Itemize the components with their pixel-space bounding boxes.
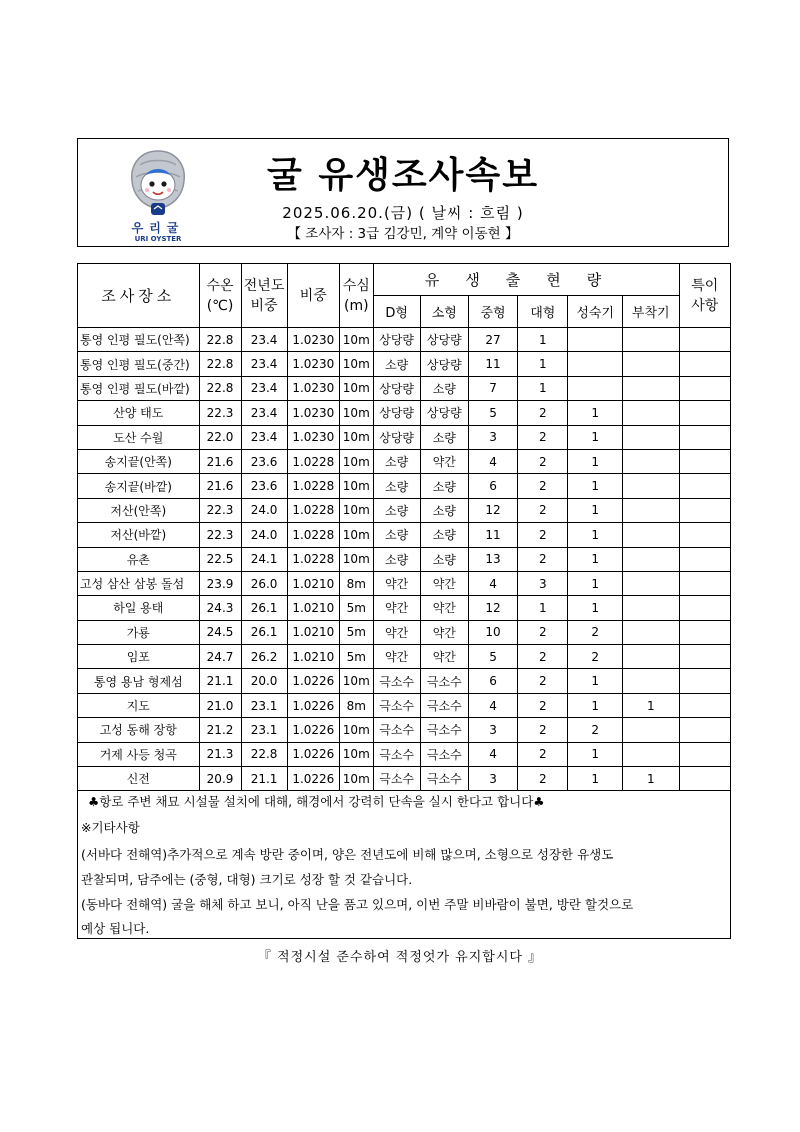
cell-small: 극소수 <box>420 693 468 717</box>
header-larvae-appearance-label: 유생출현량 <box>424 271 628 289</box>
cell-special-note <box>679 328 730 352</box>
cell-small: 상당량 <box>420 352 468 376</box>
cell-prev-year-gravity: 20.0 <box>241 669 287 693</box>
header-large: 대형 <box>518 296 568 328</box>
cell-location: 저산(바깥) <box>78 523 200 547</box>
report-header <box>77 138 729 247</box>
notes-section <box>77 787 731 939</box>
cell-mature: 1 <box>568 449 623 473</box>
cell-d-type: 약간 <box>373 571 420 595</box>
cell-special-note <box>679 523 730 547</box>
cell-prev-year-gravity: 22.8 <box>241 742 287 766</box>
cell-gravity: 1.0226 <box>287 669 339 693</box>
cell-water-temp: 21.3 <box>199 742 241 766</box>
cell-water-temp: 22.8 <box>199 376 241 400</box>
cell-depth: 10m <box>340 718 374 742</box>
cell-depth: 10m <box>340 401 374 425</box>
header-prev-year-label-1: 전년도 <box>243 277 285 294</box>
cell-medium: 3 <box>468 718 517 742</box>
cell-location: 고성 삼산 삼봉 돌섬 <box>78 571 200 595</box>
cell-large: 2 <box>518 449 568 473</box>
cell-depth: 10m <box>340 474 374 498</box>
cell-special-note <box>679 620 730 644</box>
cell-medium: 11 <box>468 523 517 547</box>
cell-prev-year-gravity: 23.4 <box>241 376 287 400</box>
cell-medium: 13 <box>468 547 517 571</box>
cell-d-type: 극소수 <box>373 718 420 742</box>
logo-text: 우리굴 <box>131 221 185 235</box>
cell-mature <box>568 352 623 376</box>
cell-prev-year-gravity: 24.1 <box>241 547 287 571</box>
cell-d-type: 극소수 <box>373 693 420 717</box>
cell-special-note <box>679 474 730 498</box>
cell-mature: 2 <box>568 718 623 742</box>
cell-location: 통영 인평 필도(바깥) <box>78 376 200 400</box>
cell-water-temp: 24.5 <box>199 620 241 644</box>
cell-gravity: 1.0210 <box>287 645 339 669</box>
cell-small: 상당량 <box>420 328 468 352</box>
cell-depth: 8m <box>340 571 374 595</box>
cell-depth: 10m <box>340 742 374 766</box>
date-weather-line: 2025.06.20.(금) ( 날씨 : 흐림 ) <box>282 204 524 222</box>
cell-mature: 1 <box>568 474 623 498</box>
table-row <box>78 352 731 376</box>
cell-d-type: 약간 <box>373 645 420 669</box>
cell-prev-year-gravity: 23.4 <box>241 425 287 449</box>
cell-gravity: 1.0230 <box>287 425 339 449</box>
cell-location: 송지끝(바깥) <box>78 474 200 498</box>
cell-depth: 10m <box>340 547 374 571</box>
table-row <box>78 401 731 425</box>
cell-small: 극소수 <box>420 767 468 791</box>
cell-water-temp: 22.5 <box>199 547 241 571</box>
cell-d-type: 극소수 <box>373 767 420 791</box>
cell-special-note <box>679 645 730 669</box>
cell-attached <box>622 742 679 766</box>
cell-mature: 1 <box>568 571 623 595</box>
cell-prev-year-gravity: 24.0 <box>241 498 287 522</box>
cell-medium: 7 <box>468 376 517 400</box>
cell-mature: 1 <box>568 498 623 522</box>
cell-large: 2 <box>518 498 568 522</box>
header-d-type: D형 <box>373 296 420 328</box>
cell-depth: 5m <box>340 596 374 620</box>
cell-mature: 1 <box>568 742 623 766</box>
cell-gravity: 1.0210 <box>287 620 339 644</box>
cell-large: 1 <box>518 352 568 376</box>
table-row <box>78 571 731 595</box>
cell-location: 통영 인평 필도(안쪽) <box>78 328 200 352</box>
table-row <box>78 693 731 717</box>
cell-small: 소량 <box>420 498 468 522</box>
cell-attached <box>622 449 679 473</box>
cell-prev-year-gravity: 26.1 <box>241 620 287 644</box>
table-row <box>78 449 731 473</box>
header-small: 소형 <box>420 296 468 328</box>
table-row <box>78 376 731 400</box>
cell-medium: 4 <box>468 693 517 717</box>
cell-gravity: 1.0228 <box>287 498 339 522</box>
cell-mature: 1 <box>568 425 623 449</box>
header-water-temp-label: 수온 <box>206 277 234 294</box>
cell-gravity: 1.0228 <box>287 449 339 473</box>
cell-large: 3 <box>518 571 568 595</box>
cell-small: 극소수 <box>420 669 468 693</box>
cell-water-temp: 21.6 <box>199 449 241 473</box>
cell-gravity: 1.0226 <box>287 767 339 791</box>
cell-location: 신전 <box>78 767 200 791</box>
table-row <box>78 425 731 449</box>
header-location: 조사장소 <box>78 264 200 328</box>
cell-large: 1 <box>518 328 568 352</box>
cell-attached <box>622 571 679 595</box>
cell-small: 극소수 <box>420 742 468 766</box>
cell-special-note <box>679 376 730 400</box>
cell-medium: 12 <box>468 498 517 522</box>
cell-small: 약간 <box>420 620 468 644</box>
cell-water-temp: 21.2 <box>199 718 241 742</box>
footer-slogan: 『 적정시설 준수하여 적정엇가 유지합시다 』 <box>257 950 543 965</box>
cell-small: 약간 <box>420 571 468 595</box>
cell-attached <box>622 596 679 620</box>
cell-gravity: 1.0230 <box>287 352 339 376</box>
cell-location: 가룡 <box>78 620 200 644</box>
table-row <box>78 742 731 766</box>
cell-mature: 1 <box>568 596 623 620</box>
cell-medium: 6 <box>468 474 517 498</box>
inspector-line: 【 조사자 : 3급 김강민, 계약 이동현 】 <box>287 226 519 242</box>
cell-attached: 1 <box>622 767 679 791</box>
header-depth-unit: (m) <box>344 297 369 314</box>
cell-d-type: 소량 <box>373 523 420 547</box>
cell-small: 극소수 <box>420 718 468 742</box>
cell-large: 2 <box>518 474 568 498</box>
cell-attached <box>622 669 679 693</box>
cell-small: 소량 <box>420 474 468 498</box>
cell-prev-year-gravity: 23.4 <box>241 352 287 376</box>
cell-water-temp: 22.8 <box>199 328 241 352</box>
header-mature: 성숙기 <box>568 296 623 328</box>
header-depth-label: 수심 <box>342 277 370 294</box>
cell-d-type: 상당량 <box>373 401 420 425</box>
logo-subtext: URI OYSTER <box>134 235 182 243</box>
cell-location: 임포 <box>78 645 200 669</box>
cell-large: 1 <box>518 376 568 400</box>
cell-medium: 11 <box>468 352 517 376</box>
table-row <box>78 596 731 620</box>
cell-attached <box>622 376 679 400</box>
table-row <box>78 523 731 547</box>
cell-d-type: 상당량 <box>373 425 420 449</box>
cell-depth: 10m <box>340 449 374 473</box>
cell-large: 2 <box>518 547 568 571</box>
cell-prev-year-gravity: 26.0 <box>241 571 287 595</box>
cell-medium: 5 <box>468 645 517 669</box>
cell-water-temp: 22.0 <box>199 425 241 449</box>
cell-gravity: 1.0230 <box>287 401 339 425</box>
cell-special-note <box>679 498 730 522</box>
cell-gravity: 1.0226 <box>287 742 339 766</box>
table-row <box>78 328 731 352</box>
cell-depth: 5m <box>340 620 374 644</box>
cell-large: 2 <box>518 767 568 791</box>
cell-attached <box>622 352 679 376</box>
cell-special-note <box>679 596 730 620</box>
cell-prev-year-gravity: 24.0 <box>241 523 287 547</box>
cell-attached <box>622 523 679 547</box>
cell-d-type: 소량 <box>373 547 420 571</box>
cell-small: 약간 <box>420 596 468 620</box>
cell-water-temp: 22.3 <box>199 498 241 522</box>
cell-prev-year-gravity: 23.1 <box>241 718 287 742</box>
cell-depth: 10m <box>340 767 374 791</box>
notice-line: ♣항로 주변 채묘 시설물 설치에 대해, 해경에서 강력히 단속을 실시 한다고 합니다♣ <box>88 794 545 809</box>
etc-title: ※기타사항 <box>81 820 140 835</box>
cell-attached <box>622 498 679 522</box>
cell-mature: 1 <box>568 693 623 717</box>
cell-prev-year-gravity: 26.1 <box>241 596 287 620</box>
cell-location: 유촌 <box>78 547 200 571</box>
cell-water-temp: 22.3 <box>199 523 241 547</box>
cell-large: 2 <box>518 742 568 766</box>
cell-depth: 8m <box>340 693 374 717</box>
cell-water-temp: 24.7 <box>199 645 241 669</box>
note-line-1: (서바다 전해역)추가적으로 계속 방란 중이며, 양은 전년도에 비해 많으며, 소형으로 성장한 유생도 <box>81 847 614 862</box>
table-row <box>78 474 731 498</box>
cell-special-note <box>679 401 730 425</box>
cell-water-temp: 22.3 <box>199 401 241 425</box>
cell-mature: 1 <box>568 523 623 547</box>
cell-location: 고성 동해 장항 <box>78 718 200 742</box>
cell-mature: 1 <box>568 669 623 693</box>
cell-location: 거제 사등 청곡 <box>78 742 200 766</box>
cell-gravity: 1.0228 <box>287 547 339 571</box>
cell-mature: 1 <box>568 767 623 791</box>
cell-special-note <box>679 571 730 595</box>
header-water-temp <box>199 264 241 328</box>
note-line-4: 예상 됩니다. <box>81 921 150 936</box>
cell-special-note <box>679 669 730 693</box>
cell-d-type: 소량 <box>373 474 420 498</box>
cell-d-type: 소량 <box>373 352 420 376</box>
header-attached: 부착기 <box>622 296 679 328</box>
cell-gravity: 1.0210 <box>287 571 339 595</box>
cell-attached <box>622 425 679 449</box>
cell-mature: 2 <box>568 645 623 669</box>
cell-depth: 10m <box>340 328 374 352</box>
cell-special-note <box>679 693 730 717</box>
cell-water-temp: 21.6 <box>199 474 241 498</box>
cell-large: 2 <box>518 718 568 742</box>
cell-water-temp: 24.3 <box>199 596 241 620</box>
cell-special-note <box>679 742 730 766</box>
cell-prev-year-gravity: 23.4 <box>241 328 287 352</box>
cell-d-type: 약간 <box>373 620 420 644</box>
cell-attached: 1 <box>622 693 679 717</box>
cell-special-note <box>679 449 730 473</box>
cell-depth: 10m <box>340 669 374 693</box>
cell-d-type: 약간 <box>373 596 420 620</box>
cell-location: 산양 태도 <box>78 401 200 425</box>
cell-depth: 5m <box>340 645 374 669</box>
table-row <box>78 669 731 693</box>
cell-small: 상당량 <box>420 401 468 425</box>
larvae-survey-table <box>77 263 731 791</box>
cell-large: 2 <box>518 669 568 693</box>
cell-attached <box>622 401 679 425</box>
cell-water-temp: 21.1 <box>199 669 241 693</box>
cell-attached <box>622 474 679 498</box>
cell-gravity: 1.0228 <box>287 523 339 547</box>
cell-small: 소량 <box>420 547 468 571</box>
cell-attached <box>622 620 679 644</box>
table-row <box>78 645 731 669</box>
header-larvae-appearance <box>373 264 679 296</box>
cell-mature <box>568 328 623 352</box>
cell-prev-year-gravity: 23.6 <box>241 449 287 473</box>
cell-location: 저산(안쪽) <box>78 498 200 522</box>
cell-location: 통영 용남 형제섬 <box>78 669 200 693</box>
cell-medium: 6 <box>468 669 517 693</box>
cell-depth: 10m <box>340 352 374 376</box>
header-water-temp-unit: (℃) <box>206 297 234 314</box>
cell-water-temp: 23.9 <box>199 571 241 595</box>
cell-location: 지도 <box>78 693 200 717</box>
cell-gravity: 1.0226 <box>287 718 339 742</box>
cell-large: 2 <box>518 645 568 669</box>
table-row <box>78 498 731 522</box>
cell-small: 소량 <box>420 376 468 400</box>
cell-small: 약간 <box>420 449 468 473</box>
cell-d-type: 극소수 <box>373 742 420 766</box>
cell-special-note <box>679 547 730 571</box>
cell-large: 2 <box>518 693 568 717</box>
cell-gravity: 1.0210 <box>287 596 339 620</box>
cell-location: 송지끝(안쪽) <box>78 449 200 473</box>
cell-gravity: 1.0230 <box>287 376 339 400</box>
cell-medium: 3 <box>468 767 517 791</box>
header-gravity: 비중 <box>287 264 339 328</box>
cell-mature: 1 <box>568 547 623 571</box>
header-special-notes <box>679 264 730 328</box>
cell-large: 1 <box>518 596 568 620</box>
cell-gravity: 1.0230 <box>287 328 339 352</box>
cell-attached <box>622 547 679 571</box>
cell-d-type: 상당량 <box>373 376 420 400</box>
cell-medium: 10 <box>468 620 517 644</box>
cell-d-type: 극소수 <box>373 669 420 693</box>
cell-gravity: 1.0228 <box>287 474 339 498</box>
cell-small: 소량 <box>420 425 468 449</box>
cell-location: 통영 인평 필도(중간) <box>78 352 200 376</box>
cell-attached <box>622 718 679 742</box>
cell-prev-year-gravity: 26.2 <box>241 645 287 669</box>
header-prev-year-gravity <box>241 264 287 328</box>
cell-small: 소량 <box>420 523 468 547</box>
cell-d-type: 상당량 <box>373 328 420 352</box>
cell-d-type: 소량 <box>373 498 420 522</box>
header-special-label-2: 사항 <box>691 297 719 314</box>
cell-small: 약간 <box>420 645 468 669</box>
header-medium: 중형 <box>468 296 517 328</box>
cell-prev-year-gravity: 23.4 <box>241 401 287 425</box>
cell-medium: 4 <box>468 571 517 595</box>
cell-medium: 27 <box>468 328 517 352</box>
cell-attached <box>622 328 679 352</box>
cell-water-temp: 20.9 <box>199 767 241 791</box>
cell-attached <box>622 645 679 669</box>
cell-large: 2 <box>518 620 568 644</box>
cell-medium: 5 <box>468 401 517 425</box>
cell-special-note <box>679 425 730 449</box>
note-line-2: 관찰되며, 담주에는 (중형, 대형) 크기로 성장 할 것 같습니다. <box>81 872 413 887</box>
cell-prev-year-gravity: 23.6 <box>241 474 287 498</box>
header-prev-year-label-2: 비중 <box>250 297 278 314</box>
cell-depth: 10m <box>340 376 374 400</box>
header-depth <box>340 264 374 328</box>
table-row <box>78 547 731 571</box>
cell-mature <box>568 376 623 400</box>
cell-medium: 4 <box>468 742 517 766</box>
cell-medium: 4 <box>468 449 517 473</box>
cell-mature: 2 <box>568 620 623 644</box>
cell-special-note <box>679 352 730 376</box>
cell-prev-year-gravity: 21.1 <box>241 767 287 791</box>
table-row <box>78 620 731 644</box>
cell-water-temp: 22.8 <box>199 352 241 376</box>
cell-large: 2 <box>518 401 568 425</box>
cell-medium: 3 <box>468 425 517 449</box>
cell-depth: 10m <box>340 523 374 547</box>
cell-location: 하일 용태 <box>78 596 200 620</box>
cell-large: 2 <box>518 425 568 449</box>
cell-large: 2 <box>518 523 568 547</box>
cell-gravity: 1.0226 <box>287 693 339 717</box>
cell-d-type: 소량 <box>373 449 420 473</box>
cell-depth: 10m <box>340 425 374 449</box>
cell-medium: 12 <box>468 596 517 620</box>
cell-location: 도산 수월 <box>78 425 200 449</box>
survey-rows <box>78 328 731 791</box>
cell-water-temp: 21.0 <box>199 693 241 717</box>
cell-depth: 10m <box>340 498 374 522</box>
cell-prev-year-gravity: 23.1 <box>241 693 287 717</box>
cell-special-note <box>679 718 730 742</box>
table-row <box>78 718 731 742</box>
page-title: 굴 유생조사속보 <box>267 155 539 196</box>
cell-mature: 1 <box>568 401 623 425</box>
header-special-label-1: 특이 <box>691 277 719 294</box>
note-line-3: (동바다 전해역) 굴을 해체 하고 보니, 아직 난을 품고 있으며, 이번 주말 비바람이 불면, 방란 할것으로 <box>81 897 634 912</box>
